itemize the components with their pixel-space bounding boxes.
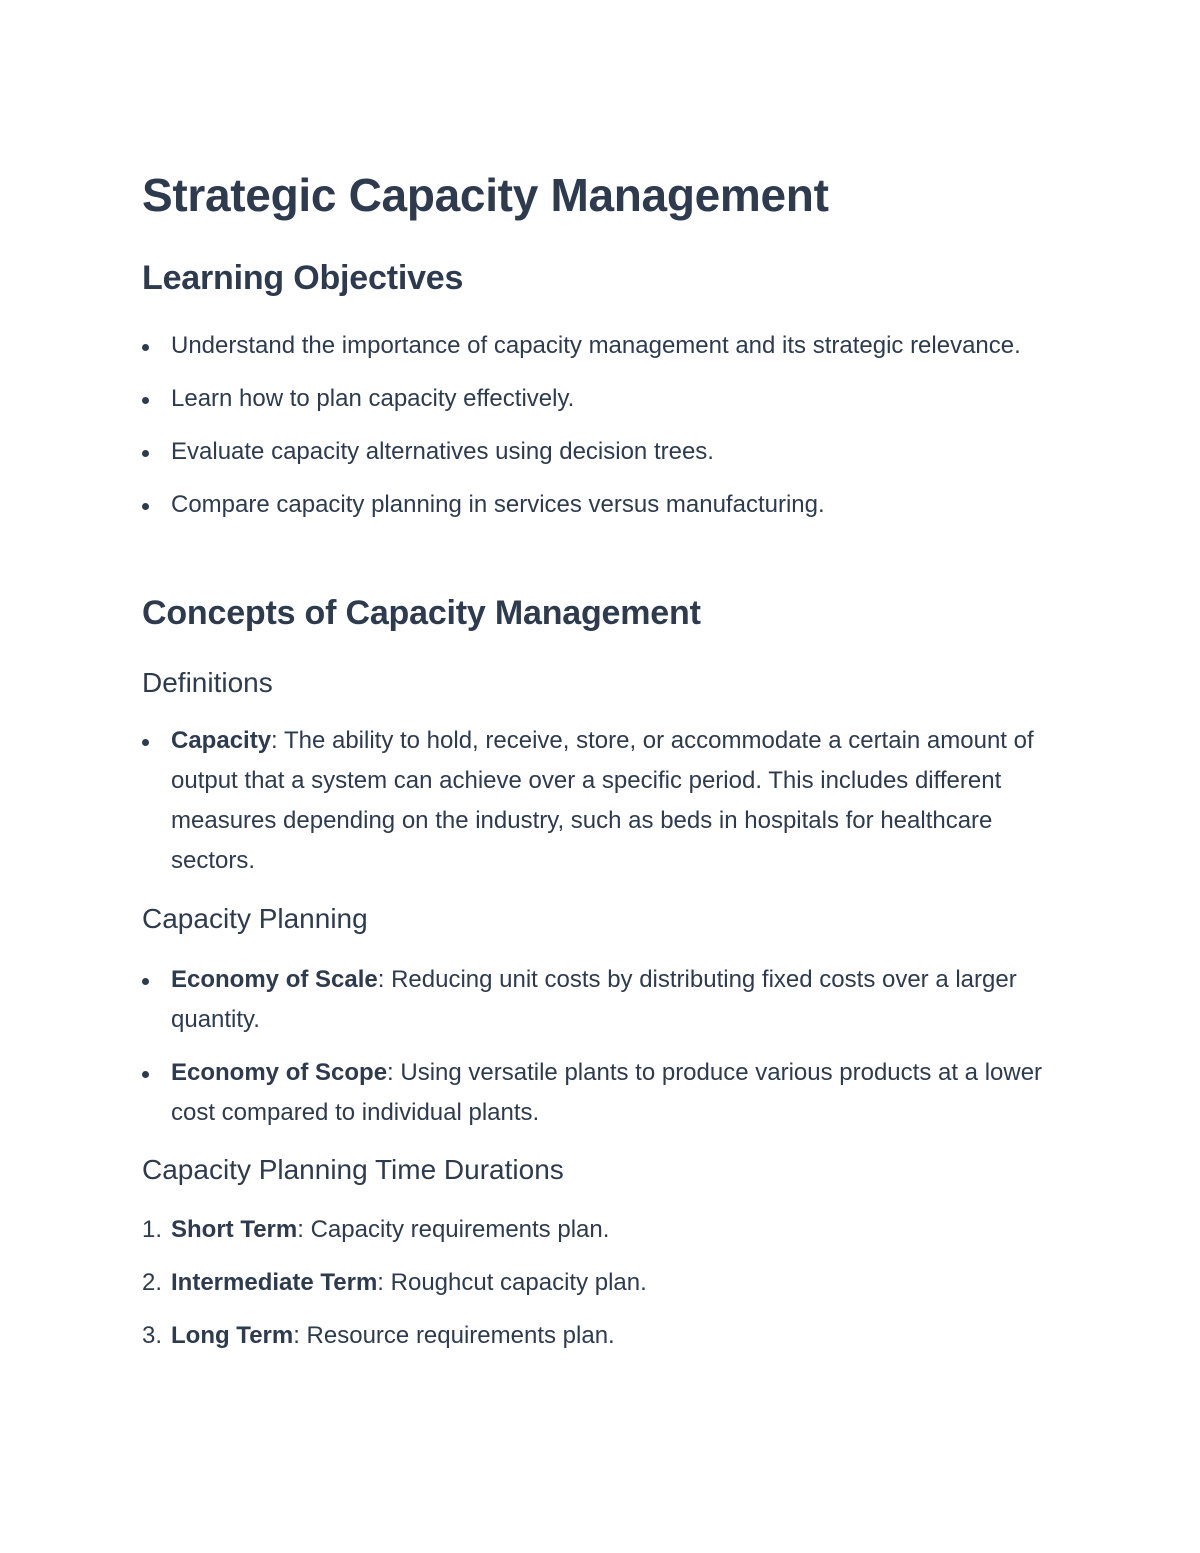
bullet-icon — [142, 450, 149, 457]
term: Short Term — [171, 1216, 298, 1243]
term-description: : Reducing unit costs by distributing fixed costs over a larger quantity. — [171, 966, 1017, 1033]
time-durations-list — [142, 1210, 1062, 1369]
list-item — [142, 1210, 1062, 1250]
definitions-list — [142, 721, 1062, 894]
capacity-planning-heading: Capacity Planning — [142, 903, 368, 934]
term: Capacity — [171, 727, 272, 754]
list-item — [142, 960, 1062, 1040]
term-description: : Using versatile plants to produce various products at a lower cost compared to individual plants. — [171, 1059, 1043, 1126]
learning-objectives-heading: Learning Objectives — [142, 259, 464, 297]
bullet-icon — [142, 344, 149, 351]
bullet-icon — [142, 503, 149, 510]
time-durations-heading: Capacity Planning Time Durations — [142, 1154, 564, 1185]
capacity-planning-list — [142, 960, 1062, 1146]
term-description: : Resource requirements plan. — [293, 1322, 615, 1349]
term: Long Term — [171, 1322, 294, 1349]
term-description: : Roughcut capacity plan. — [377, 1269, 647, 1296]
term-description: : The ability to hold, receive, store, or accommodate a certain amount of output that a system can achieve over a specific period. This includes different measures depending on the industry, such as beds in hospitals for healthcare sectors. — [171, 727, 1034, 874]
page-title: Strategic Capacity Management — [142, 169, 829, 221]
list-number: 2. — [142, 1269, 163, 1296]
list-item — [142, 1263, 1062, 1303]
list-item — [142, 1316, 1062, 1356]
bullet-icon — [142, 1071, 149, 1078]
bullet-icon — [142, 978, 149, 985]
learning-objectives-list — [142, 326, 1062, 538]
term: Economy of Scale — [171, 966, 378, 993]
concepts-heading: Concepts of Capacity Management — [142, 594, 701, 632]
term: Economy of Scope — [171, 1059, 388, 1086]
list-number: 1. — [142, 1216, 163, 1243]
definitions-heading: Definitions — [142, 667, 273, 698]
bullet-icon — [142, 397, 149, 404]
list-item — [142, 1053, 1062, 1133]
list-number: 3. — [142, 1322, 163, 1349]
list-item: Learn how to plan capacity effectively. — [142, 379, 1062, 419]
list-item: Evaluate capacity alternatives using decision trees. — [142, 432, 1062, 472]
term: Intermediate Term — [171, 1269, 378, 1296]
term-description: : Capacity requirements plan. — [297, 1216, 610, 1243]
list-item: Understand the importance of capacity management and its strategic relevance. — [142, 326, 1062, 366]
list-item — [142, 721, 1062, 881]
bullet-icon — [142, 739, 149, 746]
list-item: Compare capacity planning in services versus manufacturing. — [142, 485, 1062, 525]
